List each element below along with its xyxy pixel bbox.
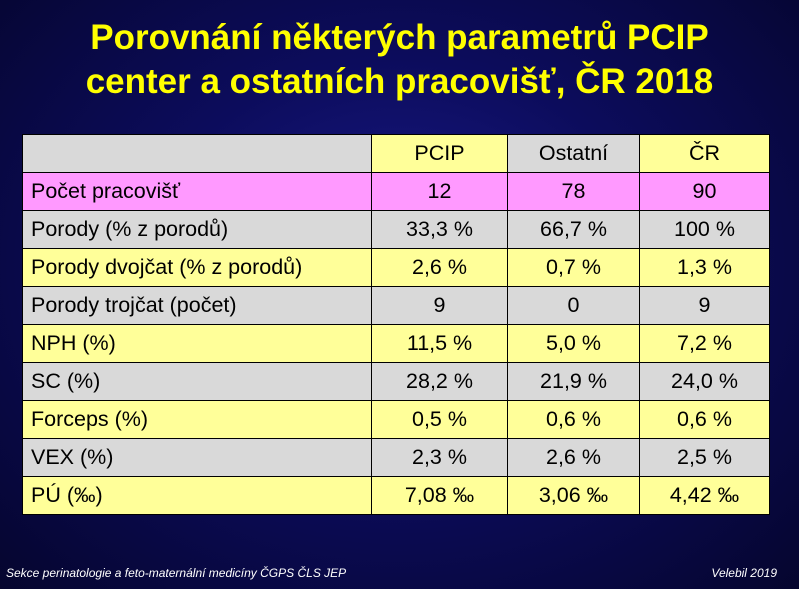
row-label: Porody trojčat (počet) (23, 287, 372, 325)
cell-ostatni: 2,6 % (508, 439, 640, 477)
cell-pcip: 7,08 ‰ (372, 477, 508, 515)
cell-pcip: 2,6 % (372, 249, 508, 287)
footer-source: Sekce perinatologie a feto-maternální medicíny ČGPS ČLS JEP (6, 566, 347, 580)
row-label: VEX (%) (23, 439, 372, 477)
header-cell-empty (23, 135, 372, 173)
cell-ostatni: 78 (508, 173, 640, 211)
cell-pcip: 9 (372, 287, 508, 325)
table-row (23, 439, 770, 477)
table-row (23, 325, 770, 363)
row-label: SC (%) (23, 363, 372, 401)
cell-pcip: 0,5 % (372, 401, 508, 439)
cell-cr: 4,42 ‰ (640, 477, 770, 515)
cell-cr: 0,6 % (640, 401, 770, 439)
cell-pcip: 12 (372, 173, 508, 211)
cell-pcip: 33,3 % (372, 211, 508, 249)
row-label: Forceps (%) (23, 401, 372, 439)
table-header-row (23, 135, 770, 173)
cell-pcip: 2,3 % (372, 439, 508, 477)
table-row (23, 401, 770, 439)
footer-author: Velebil 2019 (711, 566, 777, 580)
slide-title-line-1: Porovnání některých parametrů PCIP (90, 18, 709, 57)
header-cell-pcip: PCIP (372, 135, 508, 173)
row-label: PÚ (‰) (23, 477, 372, 515)
cell-cr: 24,0 % (640, 363, 770, 401)
cell-pcip: 11,5 % (372, 325, 508, 363)
row-label: Porody (% z porodů) (23, 211, 372, 249)
table-row (23, 173, 770, 211)
cell-ostatni: 0 (508, 287, 640, 325)
header-cell-cr: ČR (640, 135, 770, 173)
table-row (23, 249, 770, 287)
row-label: Počet pracovišť (23, 173, 372, 211)
row-label: NPH (%) (23, 325, 372, 363)
table-row (23, 363, 770, 401)
row-label: Porody dvojčat (% z porodů) (23, 249, 372, 287)
cell-ostatni: 5,0 % (508, 325, 640, 363)
comparison-table (22, 134, 770, 515)
cell-ostatni: 0,6 % (508, 401, 640, 439)
cell-cr: 90 (640, 173, 770, 211)
cell-pcip: 28,2 % (372, 363, 508, 401)
cell-cr: 1,3 % (640, 249, 770, 287)
table-row (23, 211, 770, 249)
cell-cr: 7,2 % (640, 325, 770, 363)
slide-title (0, 16, 799, 104)
table-row (23, 477, 770, 515)
table-row (23, 287, 770, 325)
cell-cr: 2,5 % (640, 439, 770, 477)
cell-cr: 100 % (640, 211, 770, 249)
cell-ostatni: 66,7 % (508, 211, 640, 249)
cell-cr: 9 (640, 287, 770, 325)
cell-ostatni: 21,9 % (508, 363, 640, 401)
cell-ostatni: 0,7 % (508, 249, 640, 287)
cell-ostatni: 3,06 ‰ (508, 477, 640, 515)
header-cell-ostatni: Ostatní (508, 135, 640, 173)
slide-title-line-2: center a ostatních pracovišť, ČR 2018 (85, 62, 714, 101)
